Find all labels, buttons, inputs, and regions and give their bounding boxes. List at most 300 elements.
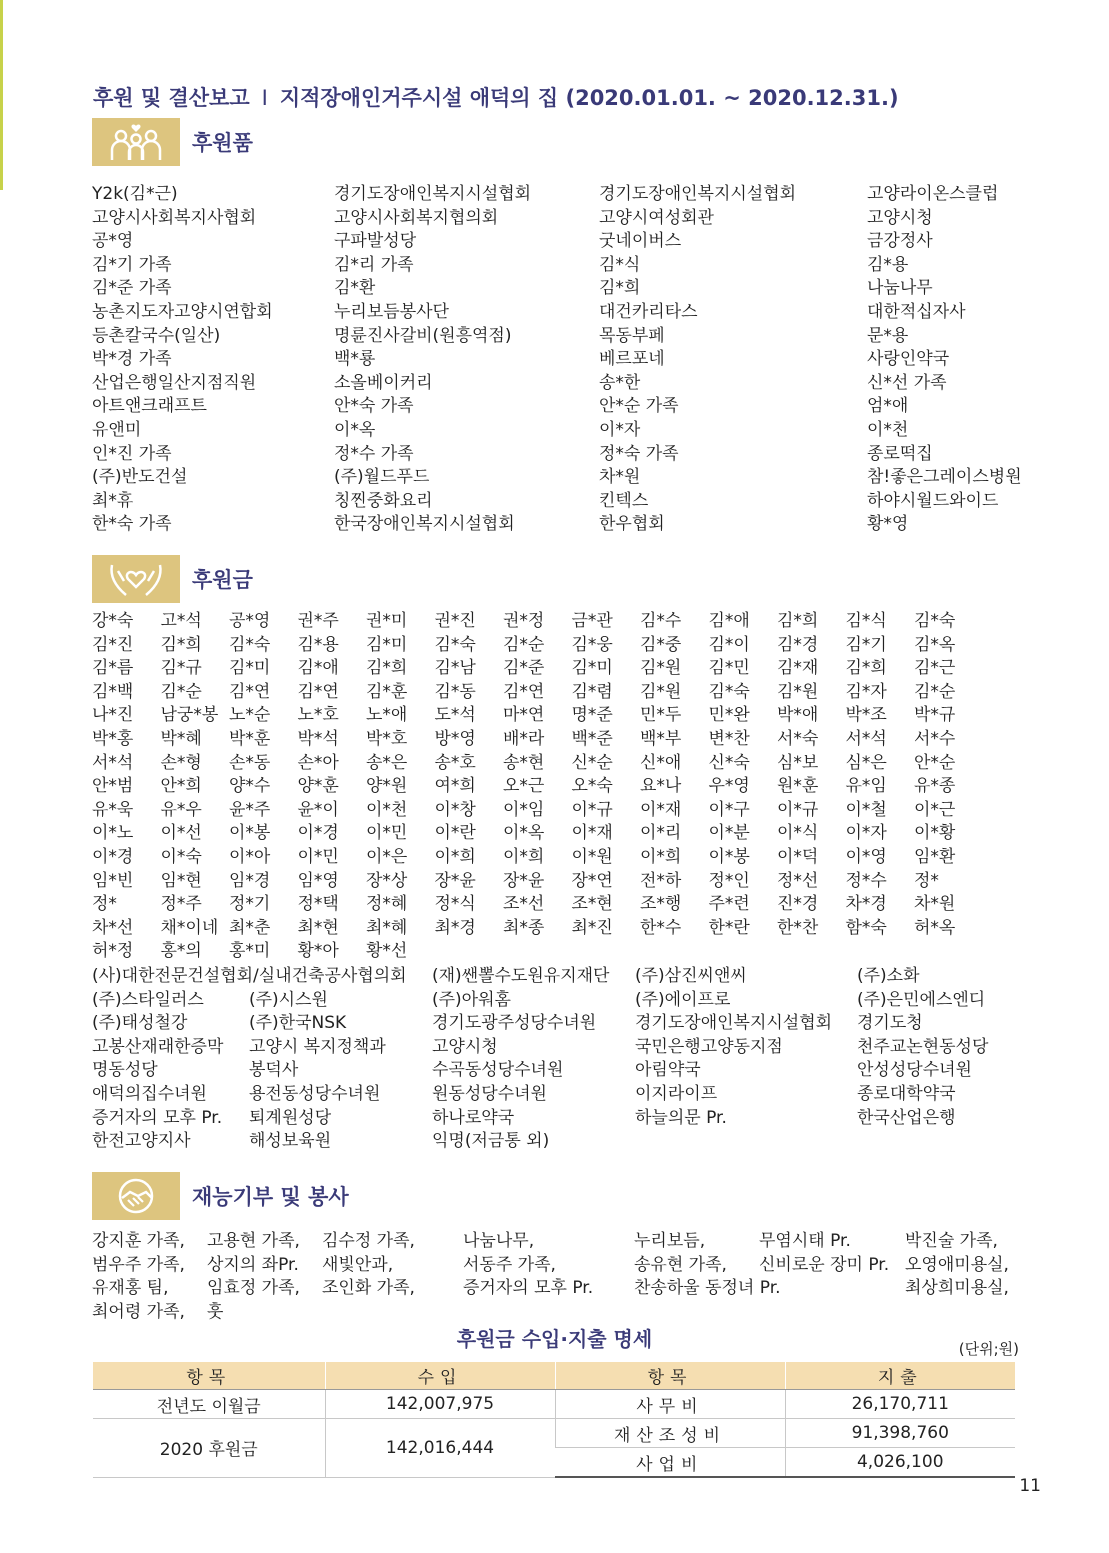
list-item: 최*경 [434, 917, 476, 938]
list-item: 윤*이 [297, 799, 339, 820]
list-item: 유앤미 [92, 419, 142, 440]
list-item: 이*봉 [708, 846, 750, 867]
list-item: 이*숙 [160, 846, 202, 867]
header-income-item: 항목 [93, 1362, 325, 1390]
list-item: 조*행 [640, 894, 682, 915]
list-item [905, 1301, 1025, 1325]
list-item: 원*훈 [777, 776, 819, 797]
finance-unit: (단위;원) [958, 1340, 1019, 1358]
list-item: 종로떡집 [867, 443, 933, 464]
income-label: 전년도 이월금 [93, 1390, 325, 1419]
list-item: 황*아 [297, 941, 339, 962]
list-item: 나*진 [92, 705, 134, 726]
list-item: 하나로약국 [432, 1107, 515, 1128]
list-item: 공*영 [229, 611, 271, 631]
list-item: (주)소화 [857, 966, 920, 986]
list-item: 이*천 [366, 799, 408, 820]
list-item: 임*경 [229, 870, 271, 891]
list-item: 윤*주 [229, 799, 271, 820]
list-item: 상지의 좌Pr. [207, 1254, 299, 1275]
list-item: 장*연 [571, 870, 613, 891]
list-item: 고양라이온스클럽 [867, 184, 999, 204]
list-item: 안*희 [160, 776, 202, 797]
list-item: 증거자의 모후 Pr. [92, 1107, 223, 1128]
list-item: 신비로운 장미 Pr. [759, 1254, 890, 1275]
list-item: 김*렴 [571, 681, 613, 702]
list-item: 민*완 [708, 705, 750, 726]
list-item: 김*수 [640, 611, 682, 631]
list-item: (주)한국NSK [249, 1013, 347, 1034]
list-item: 이*민 [366, 823, 408, 844]
list-item: 킨텍스 [599, 490, 649, 511]
list-item: 원동성당수녀원 [432, 1083, 547, 1104]
talent-list [92, 1230, 1025, 1324]
list-item: 김수정 가족, [322, 1231, 415, 1251]
list-item: 김*준 [503, 658, 545, 679]
list-item: 명동성당 [92, 1060, 158, 1081]
list-item: 범우주 가족, [92, 1254, 185, 1275]
list-item: 하늘의문 Pr. [635, 1107, 727, 1128]
list-item: 한국산업은행 [857, 1107, 956, 1128]
list-item: 김*옥 [914, 634, 956, 655]
list-item: 임*현 [160, 870, 202, 891]
list-item: 김*희 [599, 278, 641, 299]
list-item: 서동주 가족, [463, 1254, 556, 1275]
list-item: 박*호 [366, 728, 408, 749]
list-item: 경기도장애인복지시설협회 [599, 184, 797, 204]
list-item: 아트앤크래프트 [92, 396, 207, 417]
list-item [759, 1301, 905, 1325]
list-item: 최어령 가족, [92, 1301, 185, 1322]
list-item: 김*경 [777, 634, 819, 655]
list-item: (주)월드푸드 [334, 467, 430, 488]
list-item: 손*동 [229, 752, 271, 773]
finance-title: 후원금 수입·지출 명세 [456, 1327, 653, 1351]
list-item: 조*현 [571, 894, 613, 915]
list-item: 정*숙 가족 [599, 443, 679, 464]
list-item: 김*희 [845, 658, 887, 679]
list-item: 김*희 [366, 658, 408, 679]
list-item: 이*자 [599, 419, 641, 440]
list-item: 권*진 [434, 611, 476, 631]
list-item: 이*희 [640, 846, 682, 867]
list-item: (재)쌘뽈수도원유지재단 [432, 966, 610, 986]
list-item: 이*은 [366, 846, 408, 867]
page-header [93, 82, 899, 112]
list-item: 아림약국 [635, 1060, 701, 1081]
list-item: (사)대한전문건설협회/실내건축공사협의회 [92, 966, 407, 986]
header-separator: I [261, 86, 268, 110]
list-item: 김*미 [571, 658, 613, 679]
list-item: 전*하 [640, 870, 682, 891]
list-item: 박*애 [777, 705, 819, 726]
list-item: 김*근 [914, 658, 956, 679]
list-item: 김*원 [777, 681, 819, 702]
list-item: 김*연 [229, 681, 271, 702]
list-item: 최*춘 [229, 917, 271, 938]
list-item: 송*은 [366, 752, 408, 773]
list-item: 김*기 가족 [92, 254, 172, 275]
list-item: 한*찬 [777, 917, 819, 938]
header-income: 수입 [325, 1362, 555, 1390]
list-item: 하야시월드와이드 [867, 490, 999, 511]
list-item: 임*영 [297, 870, 339, 891]
list-item: 김*원 [640, 658, 682, 679]
list-item: 최*현 [297, 917, 339, 938]
list-item: 함*숙 [845, 917, 887, 938]
list-item: 정*수 가족 [334, 443, 414, 464]
list-item: 용전동성당수녀원 [249, 1083, 381, 1104]
family-icon [92, 118, 180, 166]
list-item: 민*두 [640, 705, 682, 726]
list-item: 이*란 [434, 823, 476, 844]
list-item: 신*순 [571, 752, 613, 773]
list-item: 문*용 [867, 325, 909, 346]
list-item: 김*용 [867, 254, 909, 275]
list-item: 권*미 [366, 611, 408, 631]
list-item: 고봉산재래한증막 [92, 1036, 224, 1057]
list-item: 이*창 [434, 799, 476, 820]
list-item: 나눔나무, [463, 1231, 535, 1251]
list-item: 김*희 [160, 634, 202, 655]
list-item: 요*나 [640, 776, 682, 797]
list-item: 정*수 [845, 870, 887, 891]
list-item: Y2k(김*근) [92, 184, 178, 204]
list-item: 이*민 [297, 846, 339, 867]
header-left: 후원 및 결산보고 [93, 86, 250, 110]
list-item: 이*철 [845, 799, 887, 820]
list-item: 김*미 [366, 634, 408, 655]
list-item: 유*종 [914, 776, 956, 797]
list-item: 경기도장애인복지시설협회 [334, 184, 532, 204]
list-item: 장*윤 [434, 870, 476, 891]
list-item: 이*영 [845, 846, 887, 867]
list-item: 금*관 [571, 611, 613, 631]
list-item: 훗 [207, 1301, 224, 1322]
header-expense: 지출 [785, 1362, 1015, 1390]
items-donor-list [92, 183, 1107, 537]
list-item: (주)은민에스엔디 [857, 989, 986, 1010]
list-item: 조인화 가족, [322, 1278, 415, 1299]
list-item: 이*노 [92, 823, 134, 844]
list-item: 김*희 [777, 611, 819, 631]
list-item: 김*이 [708, 634, 750, 655]
list-item: 김*연 [503, 681, 545, 702]
list-item: 굿네이버스 [599, 231, 682, 252]
list-item: 황*선 [366, 941, 408, 962]
list-item: 한국장애인복지시설협회 [334, 514, 515, 535]
list-item: 황*영 [867, 514, 909, 535]
expense-value: 91,398,760 [785, 1419, 1015, 1448]
list-item: 이*분 [708, 823, 750, 844]
list-item: 김*동 [434, 681, 476, 702]
list-item: 공*영 [92, 231, 134, 252]
list-item: 박*조 [845, 705, 887, 726]
list-item: 양*훈 [297, 776, 339, 797]
list-item: 이*구 [708, 799, 750, 820]
list-item: 경기도광주성당수녀원 [432, 1013, 597, 1034]
list-item: 허*옥 [914, 917, 956, 938]
list-item: 이*선 [160, 823, 202, 844]
list-item: 김*백 [92, 681, 134, 702]
list-item: 고양시여성회관 [599, 207, 714, 228]
list-item: 백*준 [571, 728, 613, 749]
list-item: 허*정 [92, 941, 134, 962]
list-item: 김*순 [160, 681, 202, 702]
list-item: 정*기 [229, 894, 271, 915]
expense-label: 사무비 [555, 1390, 785, 1419]
list-item: 김*숙 [914, 611, 956, 631]
header-right: 지적장애인거주시설 애덕의 집 (2020.01.01. ~ 2020.12.31.) [279, 86, 899, 110]
list-item: 손*아 [297, 752, 339, 773]
list-item: 오*숙 [571, 776, 613, 797]
list-item: 익명(저금통 외) [432, 1131, 550, 1152]
list-item: 산업은행일산지점직원 [92, 372, 257, 393]
list-item: 노*애 [366, 705, 408, 726]
income-value: 142,007,975 [325, 1390, 555, 1419]
list-item: 명*준 [571, 705, 613, 726]
list-item: 김*진 [92, 634, 134, 655]
page-number: 11 [1019, 1476, 1041, 1496]
handshake-icon [92, 1172, 180, 1220]
list-item: 이*옥 [334, 419, 376, 440]
list-item: 누리보듬, [634, 1231, 706, 1251]
list-item: 주*련 [708, 894, 750, 915]
list-item: 신*선 가족 [867, 372, 947, 393]
list-item: (주)에이프로 [635, 989, 731, 1010]
list-item: 유*임 [845, 776, 887, 797]
list-item: 서*석 [92, 752, 134, 773]
list-item: 대한적십자사 [867, 301, 966, 322]
list-item: 새빛안과, [322, 1254, 394, 1275]
list-item: 명륜진사갈비(원흥역점) [334, 325, 512, 346]
list-item: 김*숙 [434, 634, 476, 655]
list-item: 이*재 [640, 799, 682, 820]
list-item: 애덕의집수녀원 [92, 1083, 207, 1104]
list-item: 김*숙 [229, 634, 271, 655]
list-item: 이*아 [229, 846, 271, 867]
list-item: 김*순 [503, 634, 545, 655]
list-item: 권*정 [503, 611, 545, 631]
list-item: 정*혜 [366, 894, 408, 915]
list-item: (주)반도건설 [92, 467, 188, 488]
list-item: 박*홍 [92, 728, 134, 749]
list-item: 진*경 [777, 894, 819, 915]
list-item: 최*종 [503, 917, 545, 938]
list-item: (주)스타일러스 [92, 989, 204, 1010]
expense-label: 사업비 [555, 1448, 785, 1478]
list-item: 김*재 [777, 658, 819, 679]
list-item: 퇴계원성당 [249, 1107, 332, 1128]
list-item: 한*란 [708, 917, 750, 938]
list-item: (주)아워홈 [432, 989, 511, 1010]
hands-heart-icon [92, 555, 180, 603]
list-item: 신*숙 [708, 752, 750, 773]
list-item: 서*수 [914, 728, 956, 749]
list-item: 박*혜 [160, 728, 202, 749]
list-item: 최*진 [571, 917, 613, 938]
list-item: 유*욱 [92, 799, 134, 820]
list-item: 김*숙 [708, 681, 750, 702]
section-talent-header [92, 1172, 349, 1220]
list-item: 이*경 [92, 846, 134, 867]
list-item: 장*윤 [503, 870, 545, 891]
list-item: 등촌칼국수(일산) [92, 325, 221, 346]
list-item: 권*주 [297, 611, 339, 631]
section-items-title: 후원품 [192, 131, 253, 155]
list-item: 이*규 [777, 799, 819, 820]
list-item: 이*규 [571, 799, 613, 820]
table-row [93, 1390, 1015, 1419]
list-item: 차*경 [845, 894, 887, 915]
list-item: 오*근 [503, 776, 545, 797]
list-item: 소올베이커리 [334, 372, 433, 393]
list-item: 이*옥 [503, 823, 545, 844]
list-item: 정* [914, 870, 939, 891]
list-item: 이지라이프 [635, 1083, 718, 1104]
list-item: 김*연 [297, 681, 339, 702]
list-item: 사랑인약국 [867, 349, 950, 370]
list-item: 김*애 [708, 611, 750, 631]
list-item: 해성보육원 [249, 1131, 332, 1152]
list-item: 이*천 [867, 419, 909, 440]
list-item: 고양시 복지정책과 [249, 1036, 386, 1057]
list-item: 이*식 [777, 823, 819, 844]
list-item [857, 1130, 1027, 1154]
list-item: 송유현 가족, [634, 1254, 727, 1275]
list-item: 무염시태 Pr. [759, 1231, 851, 1251]
list-item: 박*규 [914, 705, 956, 726]
list-item: 정*식 [434, 894, 476, 915]
list-item: 고양시사회복지사협회 [92, 207, 257, 228]
list-item: 송*호 [434, 752, 476, 773]
list-item: 한전고양지사 [92, 1131, 191, 1152]
list-item: 금강정사 [867, 231, 933, 252]
list-item: 마*연 [503, 705, 545, 726]
list-item: 한*숙 가족 [92, 514, 172, 535]
list-item: 유재홍 팀, [92, 1278, 169, 1299]
list-item: 종로대학약국 [857, 1083, 956, 1104]
list-item: 최*휴 [92, 490, 134, 511]
list-item: (주)삼진씨앤씨 [635, 966, 747, 986]
list-item: 남궁*봉 [160, 705, 219, 726]
list-item: 고양시사회복지협의회 [334, 207, 499, 228]
list-item: 이*봉 [229, 823, 271, 844]
list-item: 방*영 [434, 728, 476, 749]
list-item: 김*민 [708, 658, 750, 679]
list-item: (주)시스원 [249, 989, 328, 1010]
list-item: 조*선 [503, 894, 545, 915]
section-talent-title: 재능기부 및 봉사 [192, 1185, 349, 1209]
list-item: 한*수 [640, 917, 682, 938]
list-item: 김*기 [845, 634, 887, 655]
expense-value: 26,170,711 [785, 1390, 1015, 1419]
list-item: 박진술 가족, [905, 1231, 998, 1251]
list-item: 고*석 [160, 611, 202, 631]
list-item: 이*근 [914, 799, 956, 820]
list-item: 임효정 가족, [207, 1278, 300, 1299]
list-item: 김*훈 [366, 681, 408, 702]
section-money-header [92, 555, 253, 603]
list-item: 김*중 [640, 634, 682, 655]
list-item: 김*름 [92, 658, 134, 679]
list-item: 김*식 [599, 254, 641, 275]
income-label: 2020 후원금 [93, 1419, 325, 1478]
list-item: 고양시청 [867, 207, 933, 228]
list-item: 정*선 [777, 870, 819, 891]
list-item: 송*한 [599, 372, 641, 393]
list-item: 양*원 [366, 776, 408, 797]
list-item: (주)태성철강 [92, 1013, 188, 1034]
list-item: 이*자 [845, 823, 887, 844]
list-item: 김*애 [297, 658, 339, 679]
list-item: 나눔나무 [867, 278, 933, 299]
list-item: 김*환 [334, 278, 376, 299]
list-item: 안*숙 가족 [334, 396, 414, 417]
list-item: 최*혜 [366, 917, 408, 938]
list-item: 배*라 [503, 728, 545, 749]
section-items-header [92, 118, 253, 166]
list-item: 구파발성당 [334, 231, 417, 252]
list-item: 이*희 [503, 846, 545, 867]
list-item: 강*숙 [92, 611, 134, 631]
list-item: 장*상 [366, 870, 408, 891]
list-item [322, 1301, 463, 1325]
expense-label: 재산조성비 [555, 1419, 785, 1448]
list-item: 김*남 [434, 658, 476, 679]
list-item: 안성성당수녀원 [857, 1060, 972, 1081]
list-item: 최상희미용실, [905, 1278, 1009, 1299]
list-item: 차*원 [599, 467, 641, 488]
income-value: 142,016,444 [325, 1419, 555, 1478]
list-item: 경기도청 [857, 1013, 923, 1034]
list-item: 봉덕사 [249, 1060, 299, 1081]
section-money-title: 후원금 [192, 568, 253, 592]
list-item: 변*찬 [708, 728, 750, 749]
list-item: 경기도장애인복지시설협회 [635, 1013, 833, 1034]
list-item: 여*희 [434, 776, 476, 797]
list-item: 김*준 가족 [92, 278, 172, 299]
list-item: 이*덕 [777, 846, 819, 867]
table-row [93, 1419, 1015, 1448]
list-item: 이*황 [914, 823, 956, 844]
list-item: 엄*애 [867, 396, 909, 417]
list-item: 이*재 [571, 823, 613, 844]
list-item: 김*자 [845, 681, 887, 702]
list-item: 정* [92, 894, 117, 915]
list-item: 농촌지도자고양시연합회 [92, 301, 273, 322]
list-item: 송*현 [503, 752, 545, 773]
list-item: 이*희 [434, 846, 476, 867]
list-item: 안*순 [914, 752, 956, 773]
header-expense-item: 항목 [555, 1362, 785, 1390]
list-item [635, 1130, 857, 1154]
money-donor-org-list [92, 965, 1027, 1154]
list-item: 누리보듬봉사단 [334, 301, 449, 322]
list-item: 정*주 [160, 894, 202, 915]
list-item: 김*순 [914, 681, 956, 702]
list-item: 서*석 [845, 728, 887, 749]
list-item: 노*호 [297, 705, 339, 726]
list-item: 김*규 [160, 658, 202, 679]
list-item [634, 1301, 759, 1325]
list-item: 임*빈 [92, 870, 134, 891]
list-item: 홍*의 [160, 941, 202, 962]
list-item: 박*석 [297, 728, 339, 749]
list-item: 차*선 [92, 917, 134, 938]
list-item: 목동부페 [599, 325, 665, 346]
list-item: 양*수 [229, 776, 271, 797]
